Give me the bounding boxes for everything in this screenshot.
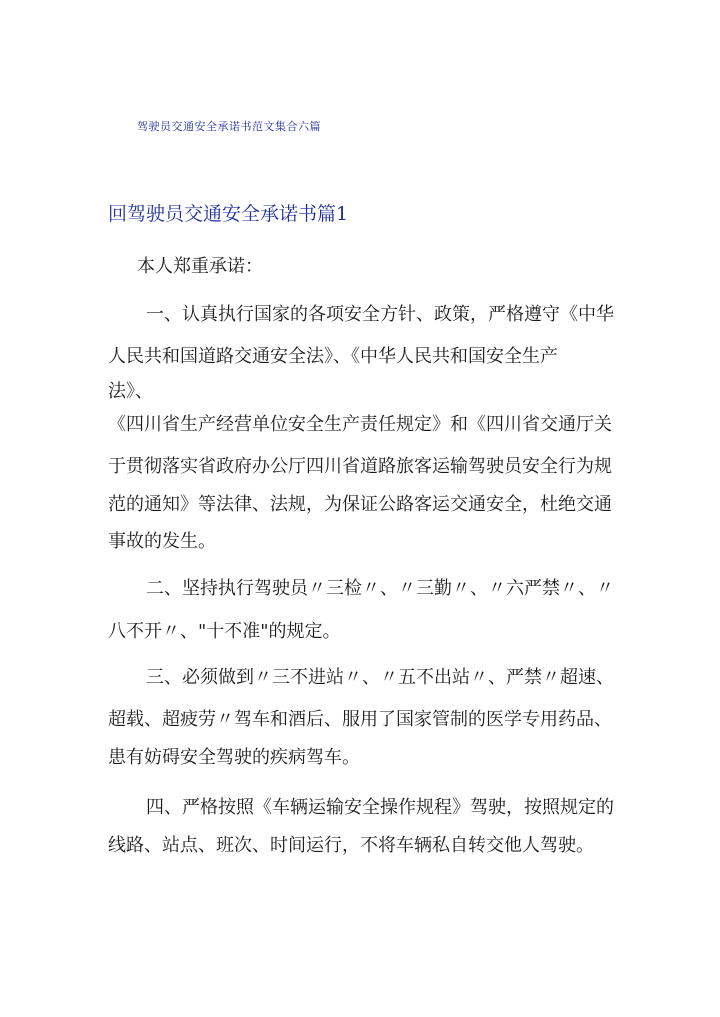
paragraph-line: 三、必须做到〃三不进站〃、〃五不出站〃、严禁〃超速、 bbox=[146, 667, 614, 688]
paragraph-line: 于贯彻落实省政府办公厅四川省道路旅客运输驾驶员安全行为规 bbox=[108, 456, 612, 477]
paragraph-line: 人民共和国道路交通安全法》、《中华人民共和国安全生产 bbox=[108, 346, 558, 367]
section-title: 回驾驶员交通安全承诺书篇1 bbox=[108, 203, 349, 225]
paragraph-line: 患有妨碍安全驾驶的疾病驾车。 bbox=[108, 747, 360, 768]
paragraph-line: 一、认真执行国家的各项安全方针、政策，严格遵守《中华 bbox=[146, 304, 614, 325]
intro-line: 本人郑重承诺： bbox=[137, 256, 263, 277]
paragraph-line: 法》、 bbox=[108, 381, 153, 402]
paragraph-line: 《四川省生产经营单位安全生产责任规定》和《四川省交通厅关 bbox=[108, 414, 612, 435]
paragraph-line: 事故的发生。 bbox=[108, 531, 216, 552]
paragraph-line: 二、坚持执行驾驶员〃三检〃、〃三勤〃、〃六严禁〃、〃 bbox=[146, 578, 614, 599]
paragraph-line: 超载、超疲劳〃驾车和酒后、服用了国家管制的医学专用药品、 bbox=[108, 709, 612, 730]
paragraph-line: 八不开〃、"十不准"的规定。 bbox=[108, 621, 341, 642]
paragraph-line: 范的通知》等法律、法规，为保证公路客运交通安全，杜绝交通 bbox=[108, 494, 612, 515]
document-header: 驾驶员交通安全承诺书范文集合六篇 bbox=[137, 120, 321, 133]
paragraph-line: 线路、站点、班次、时间运行，不将车辆私自转交他人驾驶。 bbox=[108, 835, 594, 856]
paragraph-line: 四、严格按照《车辆运输安全操作规程》驾驶，按照规定的 bbox=[146, 797, 614, 818]
